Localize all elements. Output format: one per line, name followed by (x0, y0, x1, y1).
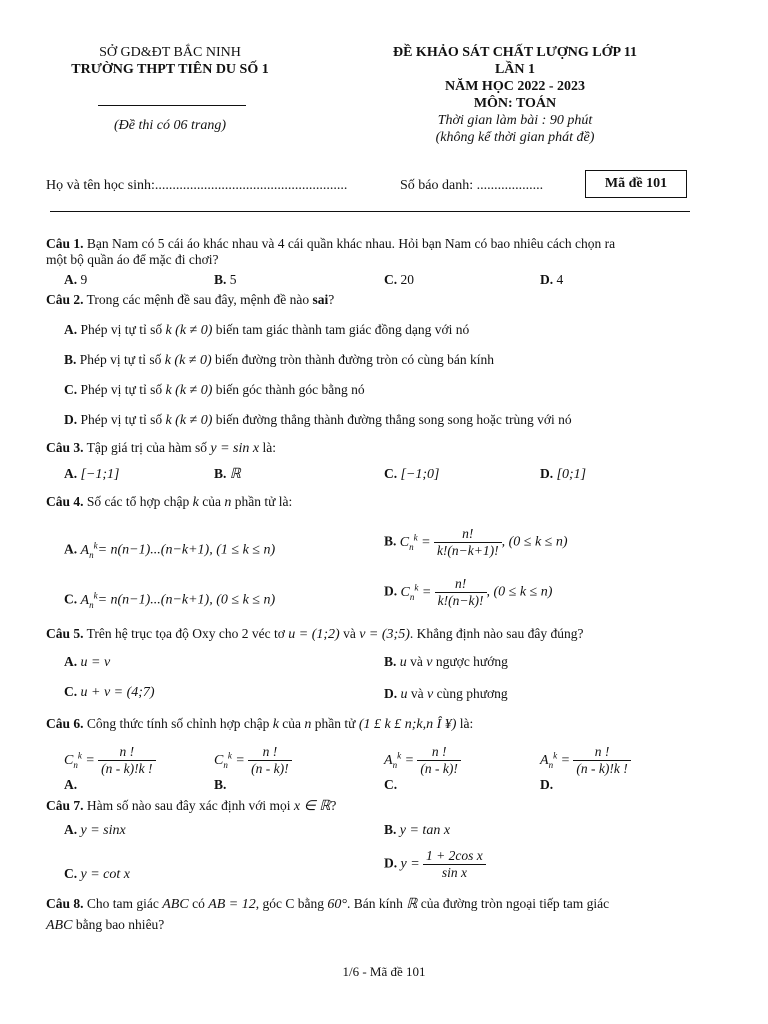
pages-note: (Đề thi có 06 trang) (114, 118, 226, 133)
exam-time: Thời gian làm bài : 90 phút (437, 113, 593, 128)
q3-option-a[interactable]: A. [−1;1] (64, 466, 120, 482)
q4-option-a[interactable]: A. $A_n^k= n(n-1)...(n-k+1)$, (1 ≤ k ≤ n) (64, 540, 276, 560)
exam-code-box: Mã đề 101 (585, 170, 687, 198)
q3-option-b[interactable]: B. ℝ (214, 466, 241, 482)
page-footer: 1/6 - Mã đề 101 (342, 964, 426, 979)
q1-option-c[interactable]: C. 20 (384, 272, 414, 287)
header-right (330, 44, 700, 146)
question-number: Câu 1. (46, 236, 84, 251)
student-id-field: Số báo danh: ................... (400, 178, 544, 193)
question-4: Câu 4. Số các tổ hợp chập k của n phần tử là: (46, 494, 293, 510)
q3-option-c[interactable]: C. [−1;0] (384, 466, 440, 482)
q5-option-c[interactable]: C. u + v = (4;7) (64, 684, 155, 700)
question-text-cont: một bộ quần áo để mặc đi chơi? (46, 252, 219, 267)
q7-option-c[interactable]: C. y = cot x (64, 866, 130, 882)
q6-option-b[interactable]: $C_n^k$ = $\frac{n !}{(n - k)!}$ B. (214, 744, 292, 793)
question-2: Câu 2. Trong các mệnh đề sau đây, mệnh đề nào sai? (46, 292, 335, 307)
q5-option-a[interactable]: A. u = v (64, 654, 111, 670)
question-6: Câu 6. Công thức tính số chỉnh hợp chập k của n phần tử (1 £ k £ n;k,n Î ¥) là: (46, 716, 474, 732)
question-7: Câu 7. Hàm số nào sau đây xác định với mọi x ∈ ℝ? (46, 798, 337, 814)
school-year: NĂM HỌC 2022 - 2023 (445, 79, 585, 94)
q2-option-d[interactable]: D. Phép vị tự tỉ số k (k ≠ 0) biến đường thẳng thành đường thẳng song song hoặc trùng với nó (64, 412, 572, 428)
question-text: Bạn Nam có 5 cái áo khác nhau và 4 cái quần khác nhau. Hỏi bạn Nam có bao nhiêu cách chọn ra (86, 236, 616, 251)
subject: MÔN: TOÁN (473, 96, 557, 111)
q2-option-b[interactable]: B. Phép vị tự tỉ số k (k ≠ 0) biến đường tròn thành đường tròn có cùng bán kính (64, 352, 495, 368)
school-name: TRƯỜNG THPT TIÊN DU SỐ 1 (71, 62, 269, 77)
q5-option-d[interactable]: D. u và v cùng phương (384, 686, 508, 702)
q6-option-d[interactable]: $A_n^k$ = $\frac{n !}{(n - k)!k !}$ D. (540, 744, 631, 793)
question-8: Câu 8. Cho tam giác ABC có AB = 12, góc C bằng 60°. Bán kính ℝ của đường tròn ngoại tiếp tam giác ABC bằng bao nhiêu? (46, 896, 610, 933)
q2-option-c[interactable]: C. Phép vị tự tỉ số k (k ≠ 0) biến góc thành góc bằng nó (64, 382, 365, 398)
exam-time-note: (không kể thời gian phát đề) (435, 130, 595, 145)
question-3: Câu 3. Tập giá trị của hàm số y = sin x là: (46, 440, 276, 456)
q7-option-a[interactable]: A. y = sinx (64, 822, 126, 838)
exam-round: LẦN 1 (494, 62, 536, 77)
q4-option-d[interactable]: D. $C_n^k$ = $\frac{n!}{k!(n-k)!}$ , (0 ≤ k ≤ n) (384, 576, 553, 608)
q1-option-d[interactable]: D. 4 (540, 272, 564, 287)
q1-option-a[interactable]: A. 9 (64, 272, 88, 287)
department-name: SỞ GD&ĐT BẮC NINH (99, 45, 241, 60)
question-1 (46, 236, 736, 268)
q7-option-b[interactable]: B. y = tan x (384, 822, 451, 838)
q6-option-c[interactable]: $A_n^k$ = $\frac{n !}{(n - k)!}$ C. (384, 744, 461, 793)
q2-option-a[interactable]: A. Phép vị tự tỉ số k (k ≠ 0) biến tam giác thành tam giác đồng dạng với nó (64, 322, 470, 338)
q6-option-a[interactable]: $C_n^k$ = $\frac{n !}{(n - k)!k !}$ A. (64, 744, 156, 793)
header-divider (98, 105, 246, 106)
q7-option-d[interactable]: D. y = $\frac{\text{1 + 2cos x}}{\text{sin x}}$ (384, 848, 486, 881)
student-name-field: Họ và tên học sinh:....................................................... (46, 178, 348, 193)
exam-title: ĐỀ KHẢO SÁT CHẤT LƯỢNG LỚP 11 (392, 45, 637, 60)
q4-option-c[interactable]: C. $A_n^k= n(n-1)...(n-k+1)$, (0 ≤ k ≤ n) (64, 590, 276, 610)
q5-option-b[interactable]: B. u và v ngược hướng (384, 654, 508, 670)
header-left (40, 44, 300, 78)
q1-option-b[interactable]: B. 5 (214, 272, 237, 287)
q3-option-d[interactable]: D. [0;1] (540, 466, 587, 482)
separator-line (50, 211, 690, 212)
question-5: Câu 5. Trên hệ trục tọa độ Oxy cho 2 véc tơ u = (1;2) và v = (3;5). Khẳng định nào sau đây đúng? (46, 626, 584, 642)
q4-option-b[interactable]: B. $C_n^k$ = $\frac{n!}{k!(n-k+1)!}$ , (0 ≤ k ≤ n) (384, 526, 568, 558)
